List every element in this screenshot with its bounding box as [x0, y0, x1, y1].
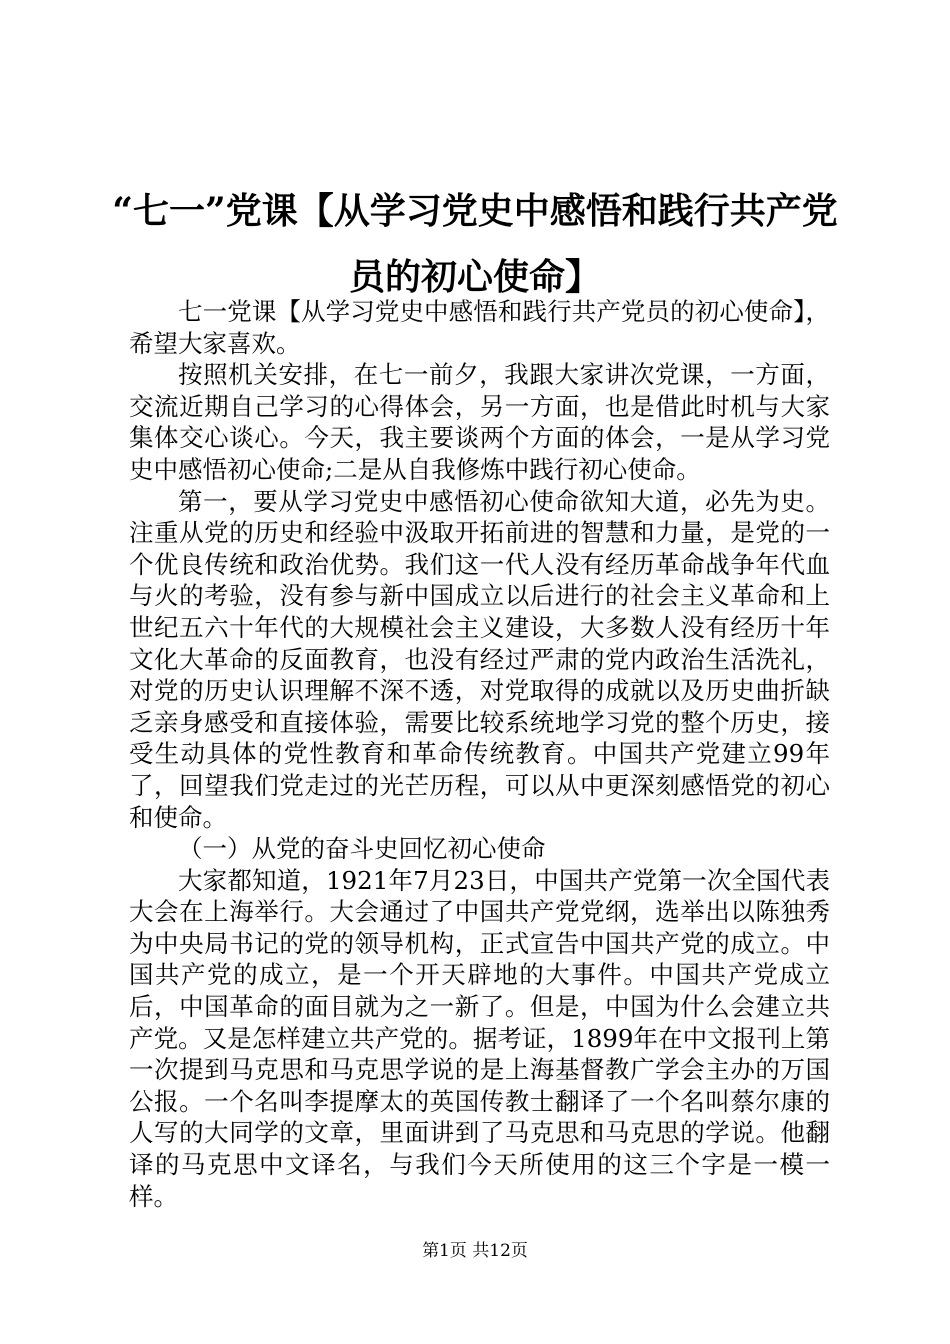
- page-footer: 第1页 共12页: [422, 1241, 528, 1261]
- document-title: “七一”党课【从学习党史中感悟和践行共产党员的初心使命】: [112, 190, 838, 298]
- paragraph-arrangement: 按照机关安排，在七一前夕，我跟大家讲次党课，一方面，交流近期自己学习的心得体会，另一方面，也是借此时机与大家集体交心谈心。今天，我主要谈两个方面的体会，一是从学习党史中感悟初心使命;二是从自我修炼中践行初心使命。: [129, 360, 830, 484]
- section-heading: （一）从党的奋斗史回忆初心使命: [178, 834, 546, 864]
- paragraph-history: 大家都知道，1921年7月23日，中国共产党第一次全国代表大会在上海举行。大会通过了中国共产党党纲，选举出以陈独秀为中央局书记的党的领导机构，正式宣告中国共产党的成立。中国共产党的成立，是一个开天辟地的大事件。中国共产党成立后，中国革命的面目就为之一新了。但是，中国为什么会建立共产党。又是怎样建立共产党的。据考证，1899年在中文报刊上第一次提到马克思和马克思学说的是上海基督教广学会主办的万国公报。一个名叫李提摩太的英国传教士翻译了一个名叫蔡尔康的人写的大同学的文章，里面讲到了马克思和马克思的学说。他翻译的马克思中文译名，与我们今天所使用的这三个字是一模一样。: [129, 865, 830, 1211]
- paragraph-intro: 七一党课【从学习党史中感悟和践行共产党员的初心使命】，希望大家喜欢。: [129, 297, 830, 358]
- paragraph-first-point: 第一，要从学习党史中感悟初心使命欲知大道，必先为史。注重从党的历史和经验中汲取开拓前进的智慧和力量，是党的一个优良传统和政治优势。我们这一代人没有经历革命战争年代血与火的考验，没有参与新中国成立以后进行的社会主义革命和上世纪五六十年代的大规模社会主义建设，大多数人没有经历十年文化大革命的反面教育，也没有经过严肃的党内政治生活洗礼，对党的历史认识理解不深不透，对党取得的成就以及历史曲折缺乏亲身感受和直接体验，需要比较系统地学习党的整个历史，接受生动具体的党性教育和革命传统教育。中国共产党建立99年了，回望我们党走过的光芒历程，可以从中更深刻感悟党的初心和使命。: [129, 486, 830, 832]
- document-body: [129, 296, 830, 1212]
